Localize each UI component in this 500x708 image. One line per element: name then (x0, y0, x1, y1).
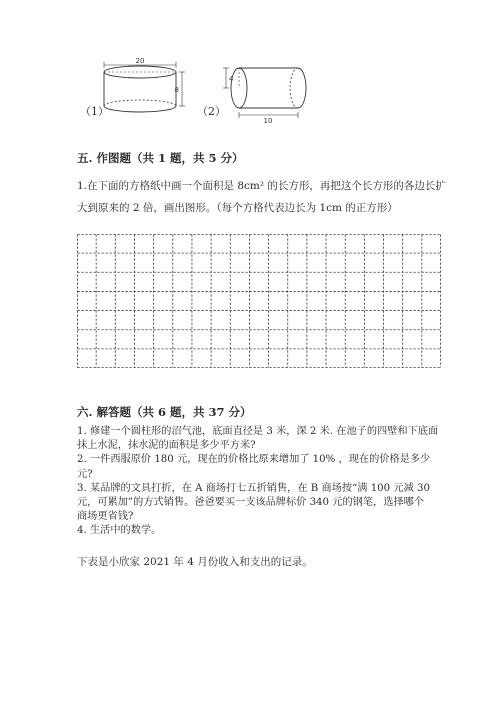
figure-1-label: （1） (80, 105, 109, 118)
question-line: 商场更省钱? (77, 511, 134, 523)
fig1-width-dim: 20 (135, 58, 145, 65)
section-5-question-line-2: 大到原来的 2 倍，画出图形。（每个方格代表边长为 1cm 的正方形） (77, 202, 398, 214)
cylinder-figure-1 (70, 58, 200, 130)
section-5-heading: 五. 作图题（共 1 题，共 5 分） (77, 151, 244, 165)
question-line: 抹上水泥，抹水泥的面积是多少平方米? (77, 440, 256, 452)
fig2-diameter-dim: 4 (229, 75, 234, 83)
section-6-questions (77, 425, 438, 539)
question-line: 元? (77, 468, 93, 480)
section-5-question-line-1: 1.在下面的方格纸中画一个面积是 8cm² 的长方形，再把这个长方形的各边长扩 (77, 180, 446, 192)
question-line: 4. 生活中的数学。 (77, 525, 162, 537)
question-line: 2. 一件西服原价 180 元，现在的价格比原来增加了 10% ，现在的价格是多少 (77, 454, 431, 466)
question-line: 元，可累加”的方式销售。爸爸要买一支该品牌标价 340 元的钢笔，选择哪个 (77, 497, 424, 509)
figure-2-label: （2） (197, 105, 226, 118)
fig1-height-dim: 8 (174, 86, 179, 94)
record-intro-text: 下表是小欣家 2021 年 4 月份收入和支出的记录。 (77, 556, 313, 568)
question-line: 3. 某品牌的文具打折，在 A 商场打七五折销售，在 B 商场按“满 100 元减 30 (77, 482, 430, 494)
fig2-length-dim: 10 (263, 117, 273, 125)
square-grid-paper (77, 234, 441, 368)
section-6-heading: 六. 解答题（共 6 题，共 37 分） (77, 405, 252, 419)
cylinder-figure-2 (220, 58, 320, 130)
question-line: 1. 修建一个圆柱形的沼气池，底面直径是 3 米，深 2 米. 在池子的四壁和下底面 (77, 426, 439, 437)
